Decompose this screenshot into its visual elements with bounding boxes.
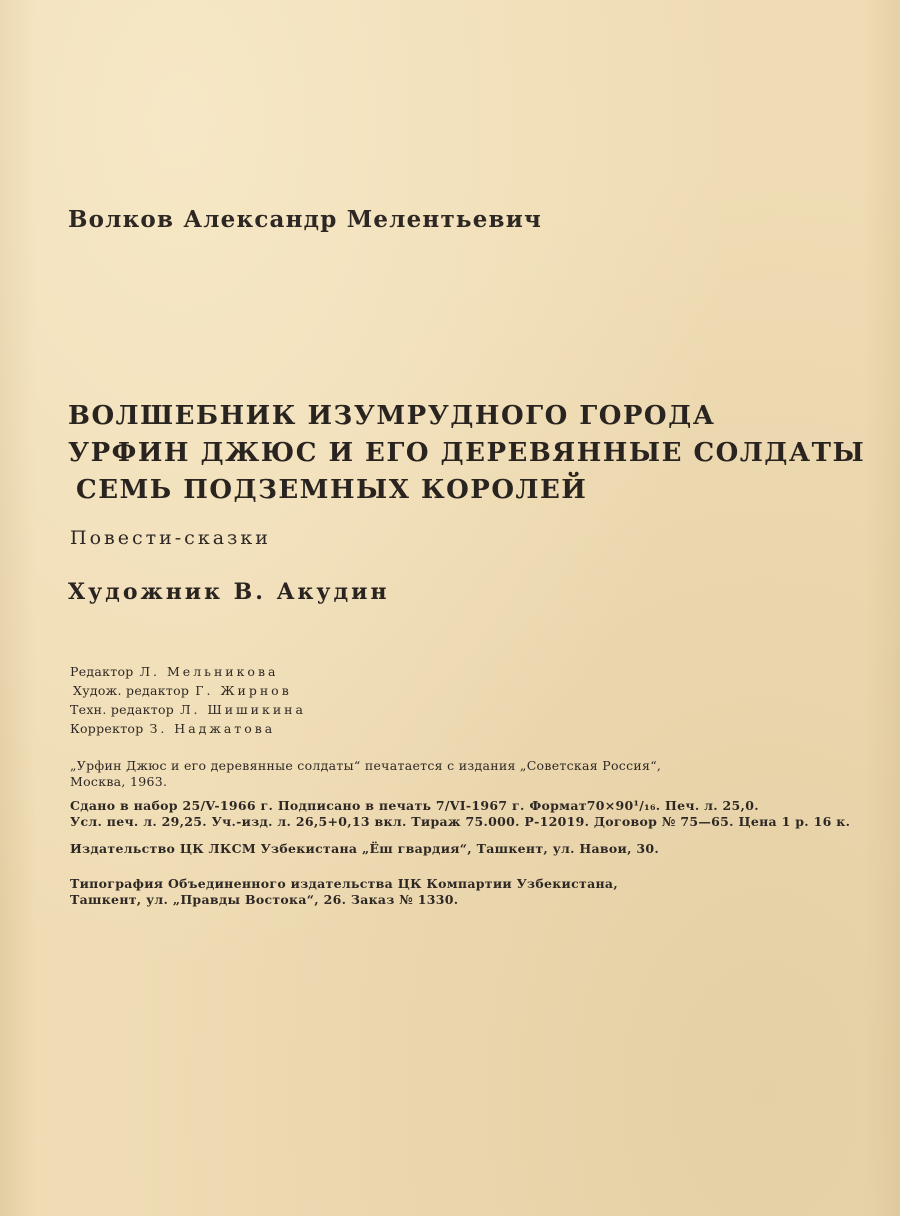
credit-person: Г. Жирнов [195, 683, 292, 698]
credit-person: З. Наджатова [149, 721, 276, 736]
credit-art-editor [70, 681, 306, 700]
source-note-line-1: „Урфин Джюс и его деревянные солдаты“ печатается с издания „Советская Россия“, [70, 758, 662, 773]
printer-line-2: Ташкент, ул. „Правды Востока“, 26. Заказ № 1330. [70, 892, 459, 907]
source-note-line-2: Москва, 1963. [70, 774, 168, 789]
credit-tech-editor [70, 700, 306, 719]
title-line-1: ВОЛШЕБНИК ИЗУМРУДНОГО ГОРОДА [68, 401, 716, 431]
print-details-line-2: Усл. печ. л. 29,25. Уч.-изд. л. 26,5+0,13 вкл. Тираж 75.000. Р-12019. Договор № 75—65. Цена 1 р. 16 к. [70, 814, 851, 829]
publisher-info [70, 841, 850, 857]
credit-editor [70, 662, 306, 681]
credit-person: Л. Шишикина [180, 702, 306, 717]
credit-role: Корректор [70, 721, 144, 736]
credit-role: Худож. редактор [73, 683, 190, 698]
print-details-line-1: Сдано в набор 25/V-1966 г. Подписано в печать 7/VI-1967 г. Формат70×90¹/₁₆. Печ. л. 25,0. [70, 798, 759, 813]
credit-role: Техн. редактор [70, 702, 175, 717]
publisher-line: Издательство ЦК ЛКСМ Узбекистана „Ёш гвардия“, Ташкент, ул. Навои, 30. [70, 841, 660, 856]
source-note [70, 758, 850, 790]
printer-info [70, 876, 850, 908]
book-titles [68, 398, 865, 509]
credit-role: Редактор [70, 664, 134, 679]
author-name: Волков Александр Мелентьевич [68, 206, 543, 233]
printer-line-1: Типография Объединенного издательства ЦК Компартии Узбекистана, [70, 876, 618, 891]
print-details [70, 798, 850, 830]
genre-subtitle: Повести-сказки [70, 527, 271, 549]
editorial-credits [70, 662, 306, 738]
illustrator-credit: Художник В. Акудин [68, 579, 390, 605]
credit-proofreader [70, 719, 306, 738]
credit-person: Л. Мельникова [139, 664, 279, 679]
title-line-3: СЕМЬ ПОДЗЕМНЫХ КОРОЛЕЙ [76, 475, 588, 505]
title-line-2: УРФИН ДЖЮС И ЕГО ДЕРЕВЯННЫЕ СОЛДАТЫ [68, 438, 866, 468]
imprint-block [70, 758, 850, 908]
